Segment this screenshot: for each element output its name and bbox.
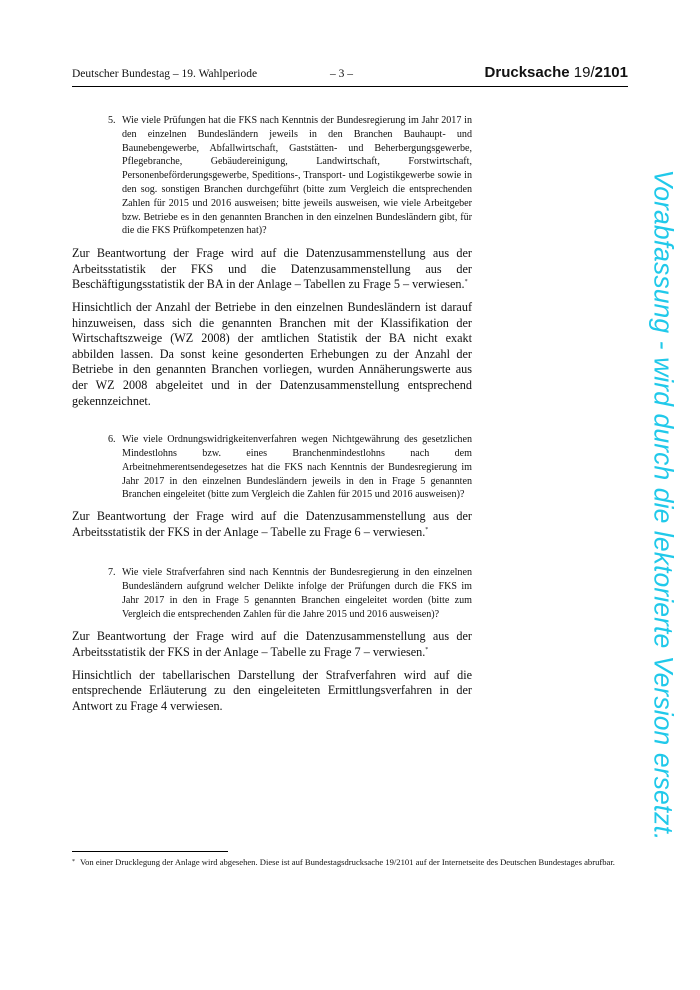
footnote-reference: * (464, 279, 468, 286)
footnote-reference: * (425, 526, 429, 533)
footnote-divider (72, 851, 228, 852)
question-6 (72, 433, 472, 502)
answer-text: Zur Beantwortung der Frage wird auf die Datenzusammenstellung aus der Arbeitsstatistik der FKS und die Datenzusammenstellung aus der Beschäftigungsstatistik der BA in der Anlage – Tabellen zu Frage 5 – verwiesen. (72, 246, 472, 292)
header-parliament: Deutscher Bundestag – 19. Wahlperiode (72, 68, 258, 80)
footnote-reference: * (425, 647, 429, 653)
question-7 (72, 566, 472, 621)
header-page-number: – 3 – (330, 68, 353, 80)
header-drucksache-number: 2101 (594, 64, 628, 81)
document-body (72, 114, 472, 714)
footnote-text: Von einer Drucklegung der Anlage wird abgesehen. Diese ist auf Bundestagsdrucksache 19/2101 auf der Internetseite des Deutschen Bundestages abrufbar. (80, 857, 615, 867)
answer-paragraph: Hinsichtlich der tabellarischen Darstellung der Strafverfahren wird auf die entsprechende Erläuterung zu den eingeleiteten Ermittlungsverfahren in der Antwort zu Frage 4 verwiesen. (72, 667, 472, 713)
draft-watermark: Vorabfassung - wird durch die lektorierte Version ersetzt. (648, 169, 679, 841)
question-text: Wie viele Ordnungswidrigkeitenverfahren wegen Nichtgewährung des gesetzlichen Mindestlohns bzw. eines Branchenmindestlohns nach dem Arbeitnehmerentsendegesetzes hat die FKS nach Kenntnis der Bundesregierung im Jahr 2017 in den einzelnen Bundesländern jeweils in den in Frage 5 genannten Branchen eingeleitet (bitte zum Vergleich die Zahlen für 2015 und 2016 ausweisen)? (122, 434, 472, 501)
answer-paragraph (72, 509, 472, 540)
header-drucksache-label: Drucksache (484, 64, 570, 81)
question-text: Wie viele Prüfungen hat die FKS nach Kenntnis der Bundesregierung im Jahr 2017 in den einzelnen Bundesländern jeweils in den Branchen Bauhaupt- und Baunebengewerbe, Abfallwirtschaft, Gaststätten- und Beherbergungsgewerbe, Pflegebranche, Gebäudereinigung, Landwirtschaft, Forstwirtschaft, Personenbeförderungsgewerbe, Speditions-, Transport- und Logistikgewerbe sowie in den sog. sonstigen Branchen durchgeführt (bitte zum Vergleich die entsprechenden Zahlen für 2015 und 2016 ausweisen; bitte jeweils ausweisen, wie viele Arbeitgeber bzw. Betriebe es in den genannten Branchen in den einzelnen Bundesländern gibt, für die die FKS Prüfkompetenzen hat)? (122, 115, 472, 237)
answer-text: Zur Beantwortung der Frage wird auf die Datenzusammenstellung aus der Arbeitsstatistik der FKS in der Anlage – Tabelle zu Frage 6 – verwiesen. (72, 509, 472, 539)
footnote (72, 857, 627, 869)
question-5 (72, 114, 472, 238)
answer-paragraph (72, 246, 472, 293)
footnote-marker: * (72, 859, 75, 865)
page-header (72, 64, 628, 87)
question-number: 5. (108, 115, 116, 126)
answer-text: Zur Beantwortung der Frage wird auf die Datenzusammenstellung aus der Arbeitsstatistik der FKS in der Anlage – Tabelle zu Frage 7 – verwiesen. (72, 629, 472, 660)
answer-paragraph (72, 629, 472, 660)
answer-paragraph: Hinsichtlich der Anzahl der Betriebe in den einzelnen Bundesländern ist darauf hinzuweisen, dass sich die genannten Branchen mit der Klassifikation der Wirtschaftszweige (WZ 2008) der amtlichen Statistik der BA nicht exakt abbilden lassen. Da sonst keine gesonderten Erhebungen zu der Anzahl der Betriebe in den genannten Branchen vorliegen, wurden Annäherungswerte aus der WZ 2008 abgeleitet und in der Datenzusammenstellung entsprechend gekennzeichnet. (72, 299, 472, 408)
question-number: 7. (108, 567, 116, 579)
question-text: Wie viele Strafverfahren sind nach Kenntnis der Bundesregierung in den einzelnen Bundesländern aufgrund welcher Delikte infolge der Prüfungen durch die FKS im Jahr 2017 in den in Frage 5 genannten Branchen eingeleitet worden (bitte zum Vergleich die entsprechenden Zahlen für die Jahre 2015 und 2016 ausweisen)? (122, 567, 472, 620)
question-number: 6. (108, 434, 116, 446)
header-drucksache-number-prefix: 19/ (573, 64, 595, 81)
header-drucksache (485, 64, 628, 81)
